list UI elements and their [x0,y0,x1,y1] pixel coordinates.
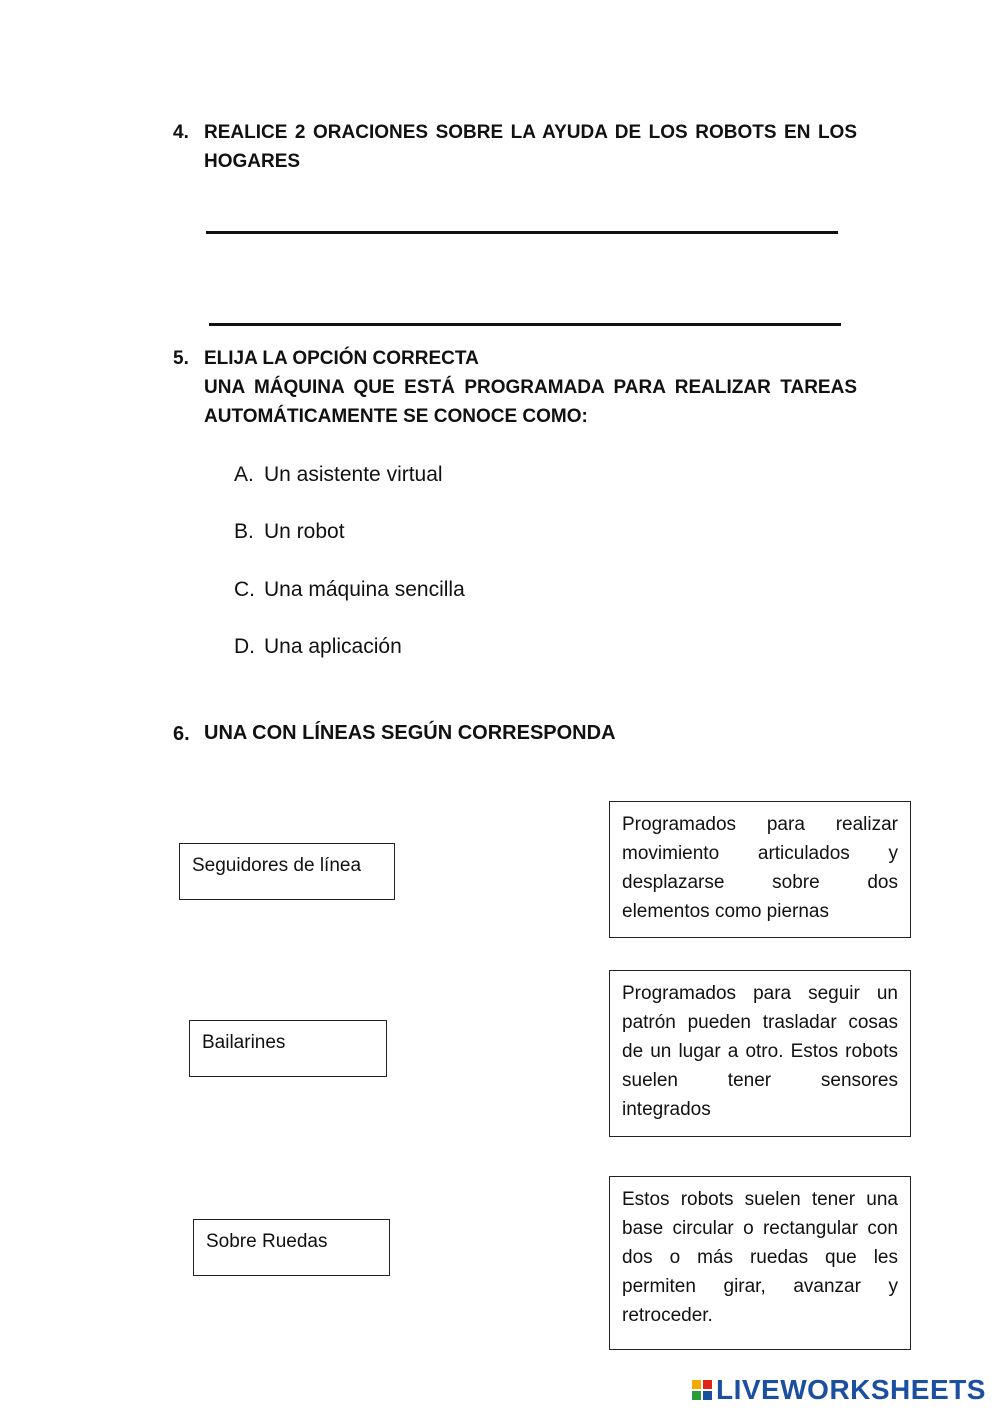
description-line: patrón pueden trasladar cosas [622,1012,898,1033]
question-4-number: 4. [173,122,189,143]
liveworksheets-logo[interactable] [692,1374,986,1406]
left-item-seguidores[interactable] [179,843,395,900]
question-4-text-line2: HOGARES [204,151,301,172]
logo-square [692,1380,701,1389]
option-d-text: Una aplicación [264,635,402,658]
option-a[interactable] [234,463,443,487]
description-line: elementos como piernas [622,901,829,922]
answer-line-1[interactable] [206,231,838,234]
option-d-letter: D. [234,635,255,658]
option-c-letter: C. [234,578,255,601]
right-item-ruedas-desc[interactable] [609,1176,911,1350]
option-c-text: Una máquina sencilla [264,578,465,601]
left-item-label: Sobre Ruedas [206,1231,328,1252]
option-a-letter: A. [234,463,254,486]
description-line: integrados [622,1099,711,1120]
question-5-text-line2: UNA MÁQUINA QUE ESTÁ PROGRAMADA PARA REALIZAR TAREAS [204,377,857,398]
description-line: Programados para realizar [622,814,898,835]
description-line: de un lugar a otro. Estos robots [622,1041,898,1062]
description-line: desplazarse sobre dos [622,872,898,893]
liveworksheets-logo-icon [692,1380,712,1400]
description-line: retroceder. [622,1305,713,1326]
left-item-label: Seguidores de línea [192,855,362,876]
description-line: permiten girar, avanzar y [622,1276,898,1297]
description-line: Programados para seguir un [622,983,898,1004]
left-item-label: Bailarines [202,1032,286,1053]
logo-square [703,1380,712,1389]
question-5-instruction: ELIJA LA OPCIÓN CORRECTA [204,348,479,369]
question-5-text-line3: AUTOMÁTICAMENTE SE CONOCE COMO: [204,406,588,427]
left-item-sobre-ruedas[interactable] [193,1219,390,1276]
question-5-number: 5. [173,348,189,369]
question-6-number: 6. [173,723,190,745]
left-item-bailarines[interactable] [189,1020,387,1077]
description-line: suelen tener sensores [622,1070,898,1091]
right-item-bailarines-desc[interactable] [609,801,911,938]
right-item-seguidores-desc[interactable] [609,970,911,1137]
option-b-text: Un robot [264,520,345,543]
option-b-letter: B. [234,520,254,543]
answer-line-2[interactable] [209,323,841,326]
liveworksheets-logo-text: LIVEWORKSHEETS [716,1374,986,1405]
option-c[interactable] [234,578,465,602]
description-line: Estos robots suelen tener una [622,1189,898,1210]
logo-square [703,1391,712,1400]
option-b[interactable] [234,520,345,544]
logo-square [692,1391,701,1400]
question-6-title: UNA CON LÍNEAS SEGÚN CORRESPONDA [204,722,616,744]
description-line: movimiento articulados y [622,843,898,864]
description-line: dos o más ruedas que les [622,1247,898,1268]
description-line: base circular o rectangular con [622,1218,898,1239]
option-d[interactable] [234,635,402,659]
option-a-text: Un asistente virtual [264,463,443,486]
question-4-text-line1: REALICE 2 ORACIONES SOBRE LA AYUDA DE LOS ROBOTS EN LOS [204,122,857,143]
